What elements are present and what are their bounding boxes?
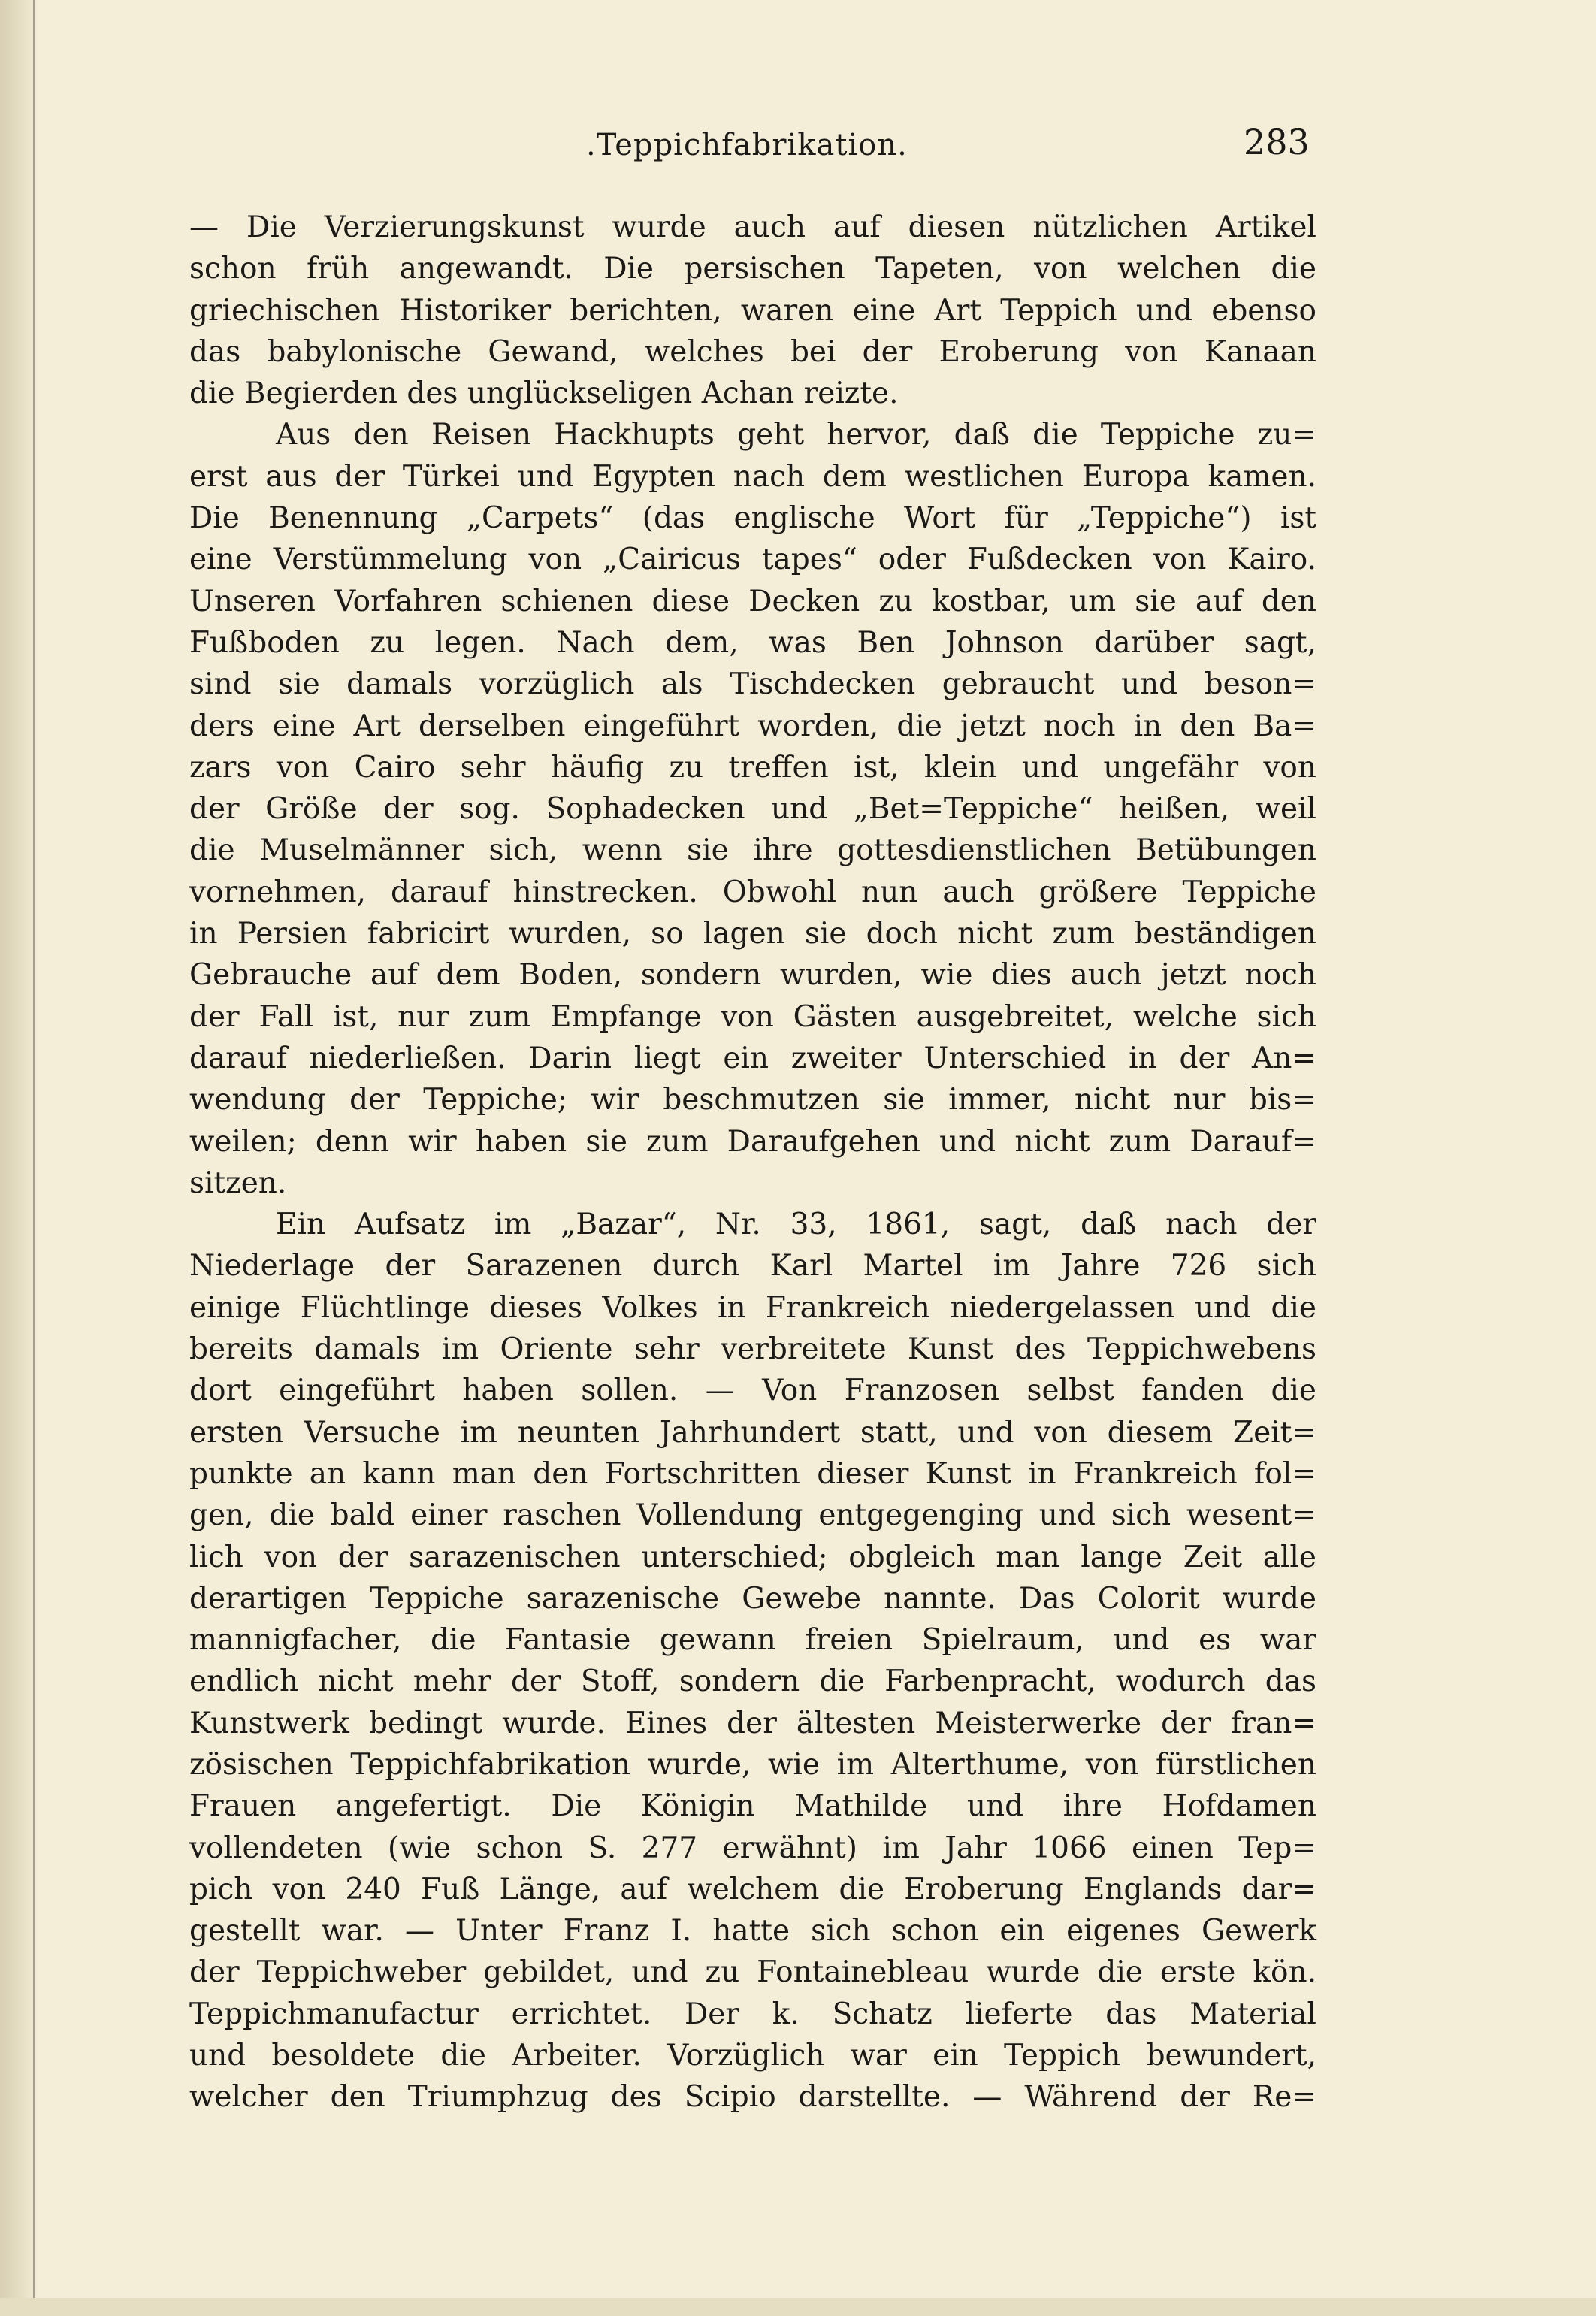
- text-line: zars von Cairo sehr häufig zu treffen ist, klein und ungefähr von: [189, 750, 1316, 785]
- text-line: der Größe der sog. Sophadecken und „Bet=Teppiche“ heißen, weil: [189, 792, 1316, 827]
- text-line: welcher den Triumphzug des Scipio darstellte. — Während der Re=: [189, 2080, 1316, 2115]
- text-line: zösischen Teppichfabrikation wurde, wie im Alterthume, von fürstlichen: [189, 1747, 1316, 1782]
- text-line: Kunstwerk bedingt wurde. Eines der ältesten Meisterwerke der fran=: [189, 1706, 1316, 1740]
- text-line: endlich nicht mehr der Stoff, sondern die Farbenpracht, wodurch das: [189, 1664, 1316, 1699]
- text-line: schon früh angewandt. Die persischen Tapeten, von welchen die: [189, 252, 1316, 286]
- text-line: die Muselmänner sich, wenn sie ihre gottesdienstlichen Betübungen: [189, 833, 1316, 868]
- text-line: einige Flüchtlinge dieses Volkes in Frankreich niedergelassen und die: [189, 1290, 1316, 1325]
- text-line: vollendeten (wie schon S. 277 erwähnt) im Jahr 1066 einen Tep=: [189, 1831, 1316, 1865]
- text-line: Fußboden zu legen. Nach dem, was Ben Johnson darüber sagt,: [189, 625, 1316, 660]
- text-line: punkte an kann man den Fortschritten dieser Kunst in Frankreich fol=: [189, 1456, 1316, 1491]
- text-line: Ein Aufsatz im „Bazar“, Nr. 33, 1861, sagt, daß nach der: [276, 1208, 1316, 1242]
- text-line: — Die Verzierungskunst wurde auch auf diesen nützlichen Artikel: [189, 210, 1316, 244]
- running-title: .Teppichfabrikation.: [586, 128, 908, 162]
- text-line: darauf niederließen. Darin liegt ein zweiter Unterschied in der An=: [189, 1041, 1316, 1075]
- text-line: in Persien fabricirt wurden, so lagen sie doch nicht zum beständigen: [189, 917, 1316, 951]
- text-line: griechischen Historiker berichten, waren eine Art Teppich und ebenso: [189, 293, 1316, 328]
- text-line: der Fall ist, nur zum Empfange von Gästen ausgebreitet, welche sich: [189, 999, 1316, 1034]
- text-line: Aus den Reisen Hackhupts geht hervor, daß die Teppiche zu=: [276, 418, 1316, 452]
- page-number: 283: [1244, 122, 1310, 162]
- text-line: und besoldete die Arbeiter. Vorzüglich war ein Teppich bewundert,: [189, 2039, 1316, 2073]
- text-line: derartigen Teppiche sarazenische Gewebe nannte. Das Colorit wurde: [189, 1581, 1316, 1616]
- text-line: gestellt war. — Unter Franz I. hatte sich schon ein eigenes Gewerk: [189, 1914, 1316, 1949]
- text-line: der Teppichweber gebildet, und zu Fontainebleau wurde die erste kön.: [189, 1955, 1316, 1990]
- text-line: Frauen angefertigt. Die Königin Mathilde und ihre Hofdamen: [189, 1789, 1316, 1824]
- text-line: eine Verstümmelung von „Cairicus tapes“ oder Fußdecken von Kairo.: [189, 543, 1316, 577]
- page-bottom-edge: [0, 2298, 1596, 2316]
- text-line: sind sie damals vorzüglich als Tischdecken gebraucht und beson=: [189, 667, 1316, 702]
- text-line: bereits damals im Oriente sehr verbreitete Kunst des Teppichwebens: [189, 1332, 1316, 1367]
- text-line: Niederlage der Sarazenen durch Karl Martel im Jahre 726 sich: [189, 1249, 1316, 1283]
- text-line: die Begierden des unglückseligen Achan reizte.: [189, 376, 899, 411]
- text-line: vornehmen, darauf hinstrecken. Obwohl nun auch größere Teppiche: [189, 875, 1316, 909]
- binding-gutter-line: [33, 0, 35, 2316]
- text-line: wendung der Teppiche; wir beschmutzen sie immer, nicht nur bis=: [189, 1083, 1316, 1117]
- text-line: sitzen.: [189, 1166, 287, 1200]
- text-line: das babylonische Gewand, welches bei der Eroberung von Kanaan: [189, 334, 1316, 369]
- text-line: Gebrauche auf dem Boden, sondern wurden, wie dies auch jetzt noch: [189, 958, 1316, 993]
- text-line: erst aus der Türkei und Egypten nach dem westlichen Europa kamen.: [189, 459, 1316, 494]
- body-text: [189, 207, 1316, 2118]
- text-line: pich von 240 Fuß Länge, auf welchem die Eroberung Englands dar=: [189, 1872, 1316, 1906]
- text-line: lich von der sarazenischen unterschied; obgleich man lange Zeit alle: [189, 1540, 1316, 1574]
- text-line: Unseren Vorfahren schienen diese Decken zu kostbar, um sie auf den: [189, 584, 1316, 618]
- text-line: weilen; denn wir haben sie zum Daraufgehen und nicht zum Darauf=: [189, 1124, 1316, 1159]
- text-line: dort eingeführt haben sollen. — Von Franzosen selbst fanden die: [189, 1374, 1316, 1408]
- text-line: gen, die bald einer raschen Vollendung entgegenging und sich wesent=: [189, 1498, 1316, 1533]
- text-line: mannigfacher, die Fantasie gewann freien Spielraum, und es war: [189, 1623, 1316, 1658]
- text-line: Die Benennung „Carpets“ (das englische Wort für „Teppiche“) ist: [189, 501, 1316, 536]
- text-line: ersten Versuche im neunten Jahrhundert statt, und von diesem Zeit=: [189, 1415, 1316, 1450]
- text-line: Teppichmanufactur errichtet. Der k. Schatz lieferte das Material: [189, 1997, 1316, 2031]
- text-line: ders eine Art derselben eingeführt worden, die jetzt noch in den Ba=: [189, 709, 1316, 743]
